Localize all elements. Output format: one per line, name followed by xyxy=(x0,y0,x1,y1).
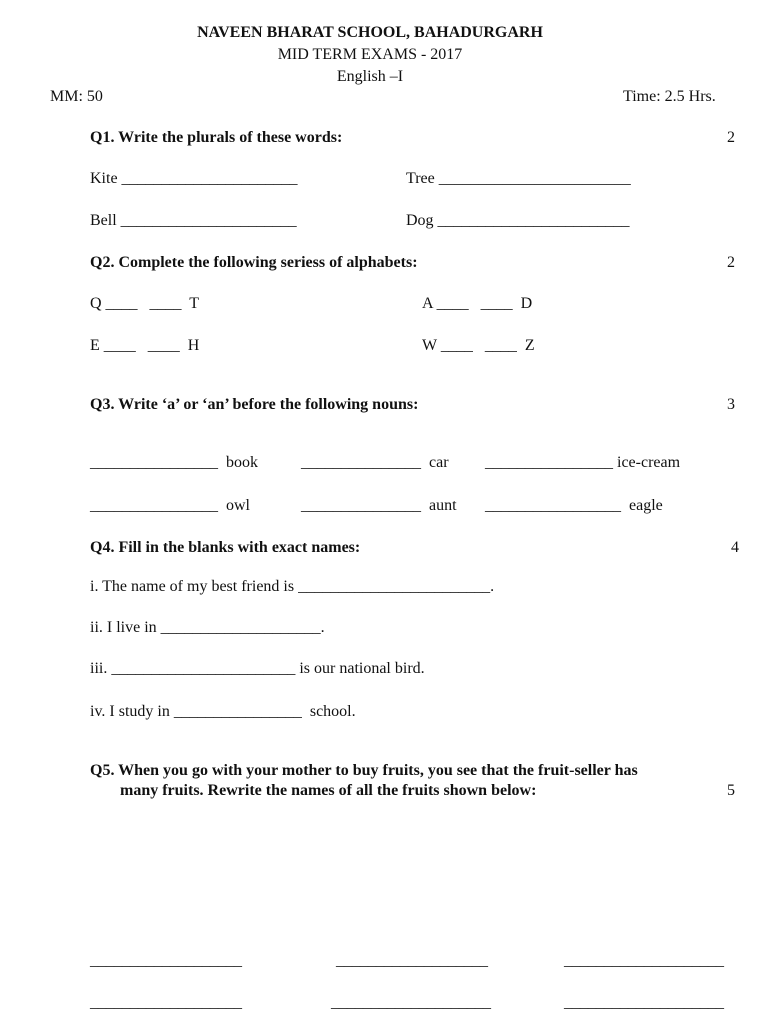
q4-item-4: iv. I study in ________________ school. xyxy=(90,703,356,720)
q5-marks: 5 xyxy=(727,782,735,799)
q5-blank-2: ___________________ xyxy=(336,952,488,969)
q3-item-car: _______________ car xyxy=(301,454,449,471)
q5-blank-4: ___________________ xyxy=(90,994,242,1011)
q2-item-a-d: A ____ ____ D xyxy=(422,295,533,312)
q3-item-aunt: _______________ aunt xyxy=(301,497,457,514)
school-name: NAVEEN BHARAT SCHOOL, BAHADURGARH xyxy=(197,24,543,41)
q3-item-ice-cream: ________________ ice-cream xyxy=(485,454,681,471)
q5-blank-3: ____________________ xyxy=(564,952,724,969)
q3-item-owl: ________________ owl xyxy=(90,497,250,514)
q1-item-bell: Bell ______________________ xyxy=(90,212,297,229)
q1-item-dog: Dog ________________________ xyxy=(406,212,630,229)
q4-title: Q4. Fill in the blanks with exact names: xyxy=(90,539,361,556)
q2-item-e-h: E ____ ____ H xyxy=(90,337,200,354)
q5-blank-5: ____________________ xyxy=(331,994,491,1011)
q2-title: Q2. Complete the following seriess of alphabets: xyxy=(90,254,418,271)
q5-title-line1: Q5. When you go with your mother to buy fruits, you see that the fruit-seller has xyxy=(90,762,638,779)
q4-item-3: iii. _______________________ is our national bird. xyxy=(90,660,425,677)
q1-item-tree: Tree ________________________ xyxy=(406,170,631,187)
q1-marks: 2 xyxy=(727,129,735,146)
q5-blank-1: ___________________ xyxy=(90,952,242,969)
max-marks: MM: 50 xyxy=(50,88,103,105)
exam-time: Time: 2.5 Hrs. xyxy=(623,88,716,105)
q1-title: Q1. Write the plurals of these words: xyxy=(90,129,343,146)
q5-blank-6: ____________________ xyxy=(564,994,724,1011)
q5-title-line2: many fruits. Rewrite the names of all the fruits shown below: xyxy=(120,782,537,799)
q4-item-1: i. The name of my best friend is ________________________. xyxy=(90,578,495,595)
q1-item-kite: Kite ______________________ xyxy=(90,170,298,187)
q3-title: Q3. Write ‘a’ or ‘an’ before the following nouns: xyxy=(90,396,419,413)
q3-item-book: ________________ book xyxy=(90,454,258,471)
exam-title: MID TERM EXAMS - 2017 xyxy=(277,46,463,63)
q2-item-q-t: Q ____ ____ T xyxy=(90,295,200,312)
subject-title: English –I xyxy=(336,68,404,85)
q3-item-eagle: _________________ eagle xyxy=(485,497,663,514)
q2-marks: 2 xyxy=(727,254,735,271)
q4-marks: 4 xyxy=(731,539,739,556)
q3-marks: 3 xyxy=(727,396,735,413)
q4-item-2: ii. I live in ____________________. xyxy=(90,619,325,636)
q2-item-w-z: W ____ ____ Z xyxy=(422,337,535,354)
